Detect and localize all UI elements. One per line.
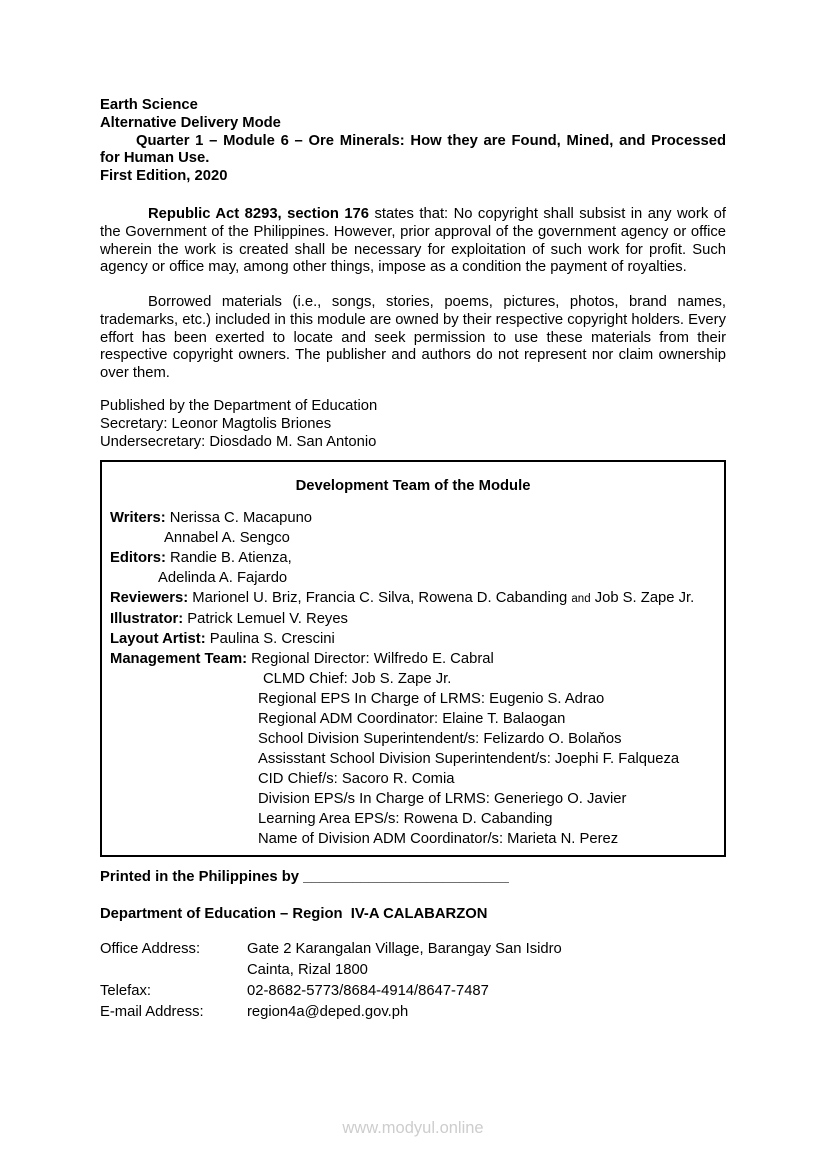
reviewers-label: Reviewers:: [110, 590, 189, 606]
secretary-line: Secretary: Leonor Magtolis Briones: [100, 415, 332, 432]
management-team-member: Learning Area EPS/s: Rowena D. Cabanding: [258, 811, 553, 827]
development-team-box: [100, 460, 726, 857]
contact-info: [100, 939, 726, 1023]
title-block: [100, 97, 726, 186]
management-team-line: [110, 649, 716, 669]
reviewers-tail: Job S. Zape Jr.: [594, 590, 695, 606]
contact-row: [100, 981, 726, 1002]
published-by-line: Published by the Department of Education: [100, 398, 378, 414]
republic-act-lead: Republic Act 8293, section 176: [148, 206, 370, 222]
delivery-mode: Alternative Delivery Mode: [100, 114, 281, 131]
layout-artist-label: Layout Artist:: [110, 631, 206, 647]
contact-row: [100, 1002, 726, 1023]
illustrator-name: Patrick Lemuel V. Reyes: [187, 611, 348, 627]
editor-2: Adelinda A. Fajardo: [158, 570, 288, 586]
management-team-label: Management Team:: [110, 651, 248, 667]
borrowed-materials-paragraph: Borrowed materials (i.e., songs, stories, poems, pictures, photos, brand names, trademarks, etc.) included in this module are owned by their respective copyright holders. Every effort has been exerted to locate and seek permission to use these materials from their respective copyright owners. The publisher and authors do not represent nor claim ownership over them.: [100, 294, 726, 382]
republic-act-text: states that: No copyright shall subsist in any work of the Government of the Philippines. However, prior approval of the government agency or office wherein the work is created shall be necessary for exploitation of such work for profit. Such agency or office may, among other things, impose as a condition the payment of royalties.: [100, 206, 726, 276]
management-team-member: Assisstant School Division Superintendent/s: Joephi F. Falqueza: [258, 751, 680, 767]
management-team-member: CLMD Chief: Job S. Zape Jr.: [263, 671, 452, 687]
illustrator-label: Illustrator:: [110, 611, 184, 627]
contact-label: Telefax:: [100, 983, 151, 999]
writers-label: Writers:: [110, 510, 166, 526]
subject-title: Earth Science: [100, 97, 198, 113]
contact-label: Office Address:: [100, 941, 201, 957]
contact-row: [100, 960, 726, 981]
management-team-member: Regional EPS In Charge of LRMS: Eugenio S. Adrao: [258, 691, 605, 707]
department-line: Department of Education – Region IV-A CALABARZON: [100, 906, 488, 922]
management-team-member: School Division Superintendent/s: Felizardo O. Bolaňos: [258, 731, 622, 747]
contact-value: Cainta, Rizal 1800: [247, 962, 368, 978]
illustrator-line: [110, 609, 716, 629]
republic-act-paragraph: [100, 206, 726, 277]
contact-label: E-mail Address:: [100, 1004, 204, 1020]
reviewers-and: and: [571, 593, 591, 605]
reviewers-line: [110, 588, 716, 609]
management-team-member: Name of Division ADM Coordinator/s: Marieta N. Perez: [258, 831, 619, 847]
module-title: Quarter 1 – Module 6 – Ore Minerals: How they are Found, Mined, and Processed for Human Use.: [100, 132, 726, 167]
layout-artist-name: Paulina S. Crescini: [209, 631, 335, 647]
editors-line: [110, 548, 716, 568]
management-team-member: CID Chief/s: Sacoro R. Comia: [258, 771, 455, 787]
contact-value: 02-8682-5773/8684-4914/8647-7487: [247, 983, 489, 999]
undersecretary-line: Undersecretary: Diosdado M. San Antonio: [100, 433, 377, 450]
contact-label: [100, 960, 247, 981]
publisher-block: [100, 398, 726, 451]
contact-value: Gate 2 Karangalan Village, Barangay San Isidro: [247, 941, 562, 957]
management-team-member: Regional ADM Coordinator: Elaine T. Balaogan: [258, 711, 566, 727]
editors-label: Editors:: [110, 550, 166, 566]
editor-1: Randie B. Atienza,: [170, 550, 292, 566]
layout-artist-line: [110, 629, 716, 649]
management-team-first: Regional Director: Wilfredo E. Cabral: [251, 651, 494, 667]
watermark: www.modyul.online: [342, 1119, 484, 1137]
printed-by-line: [100, 869, 726, 887]
contact-value: region4a@deped.gov.ph: [247, 1004, 409, 1020]
printed-by-blank: _________________________: [303, 869, 509, 885]
edition-line: First Edition, 2020: [100, 168, 228, 185]
printed-by-label: Printed in the Philippines by: [100, 869, 304, 885]
development-team-title: Development Team of the Module: [295, 478, 531, 494]
reviewers-names: Marionel U. Briz, Francia C. Silva, Rowena D. Cabanding: [192, 590, 568, 606]
writers-line: [110, 508, 716, 528]
writer-1: Nerissa C. Macapuno: [169, 510, 313, 526]
management-team-member: Division EPS/s In Charge of LRMS: Generiego O. Javier: [258, 791, 627, 807]
writer-2: Annabel A. Sengco: [164, 530, 290, 546]
contact-row: [100, 939, 726, 960]
